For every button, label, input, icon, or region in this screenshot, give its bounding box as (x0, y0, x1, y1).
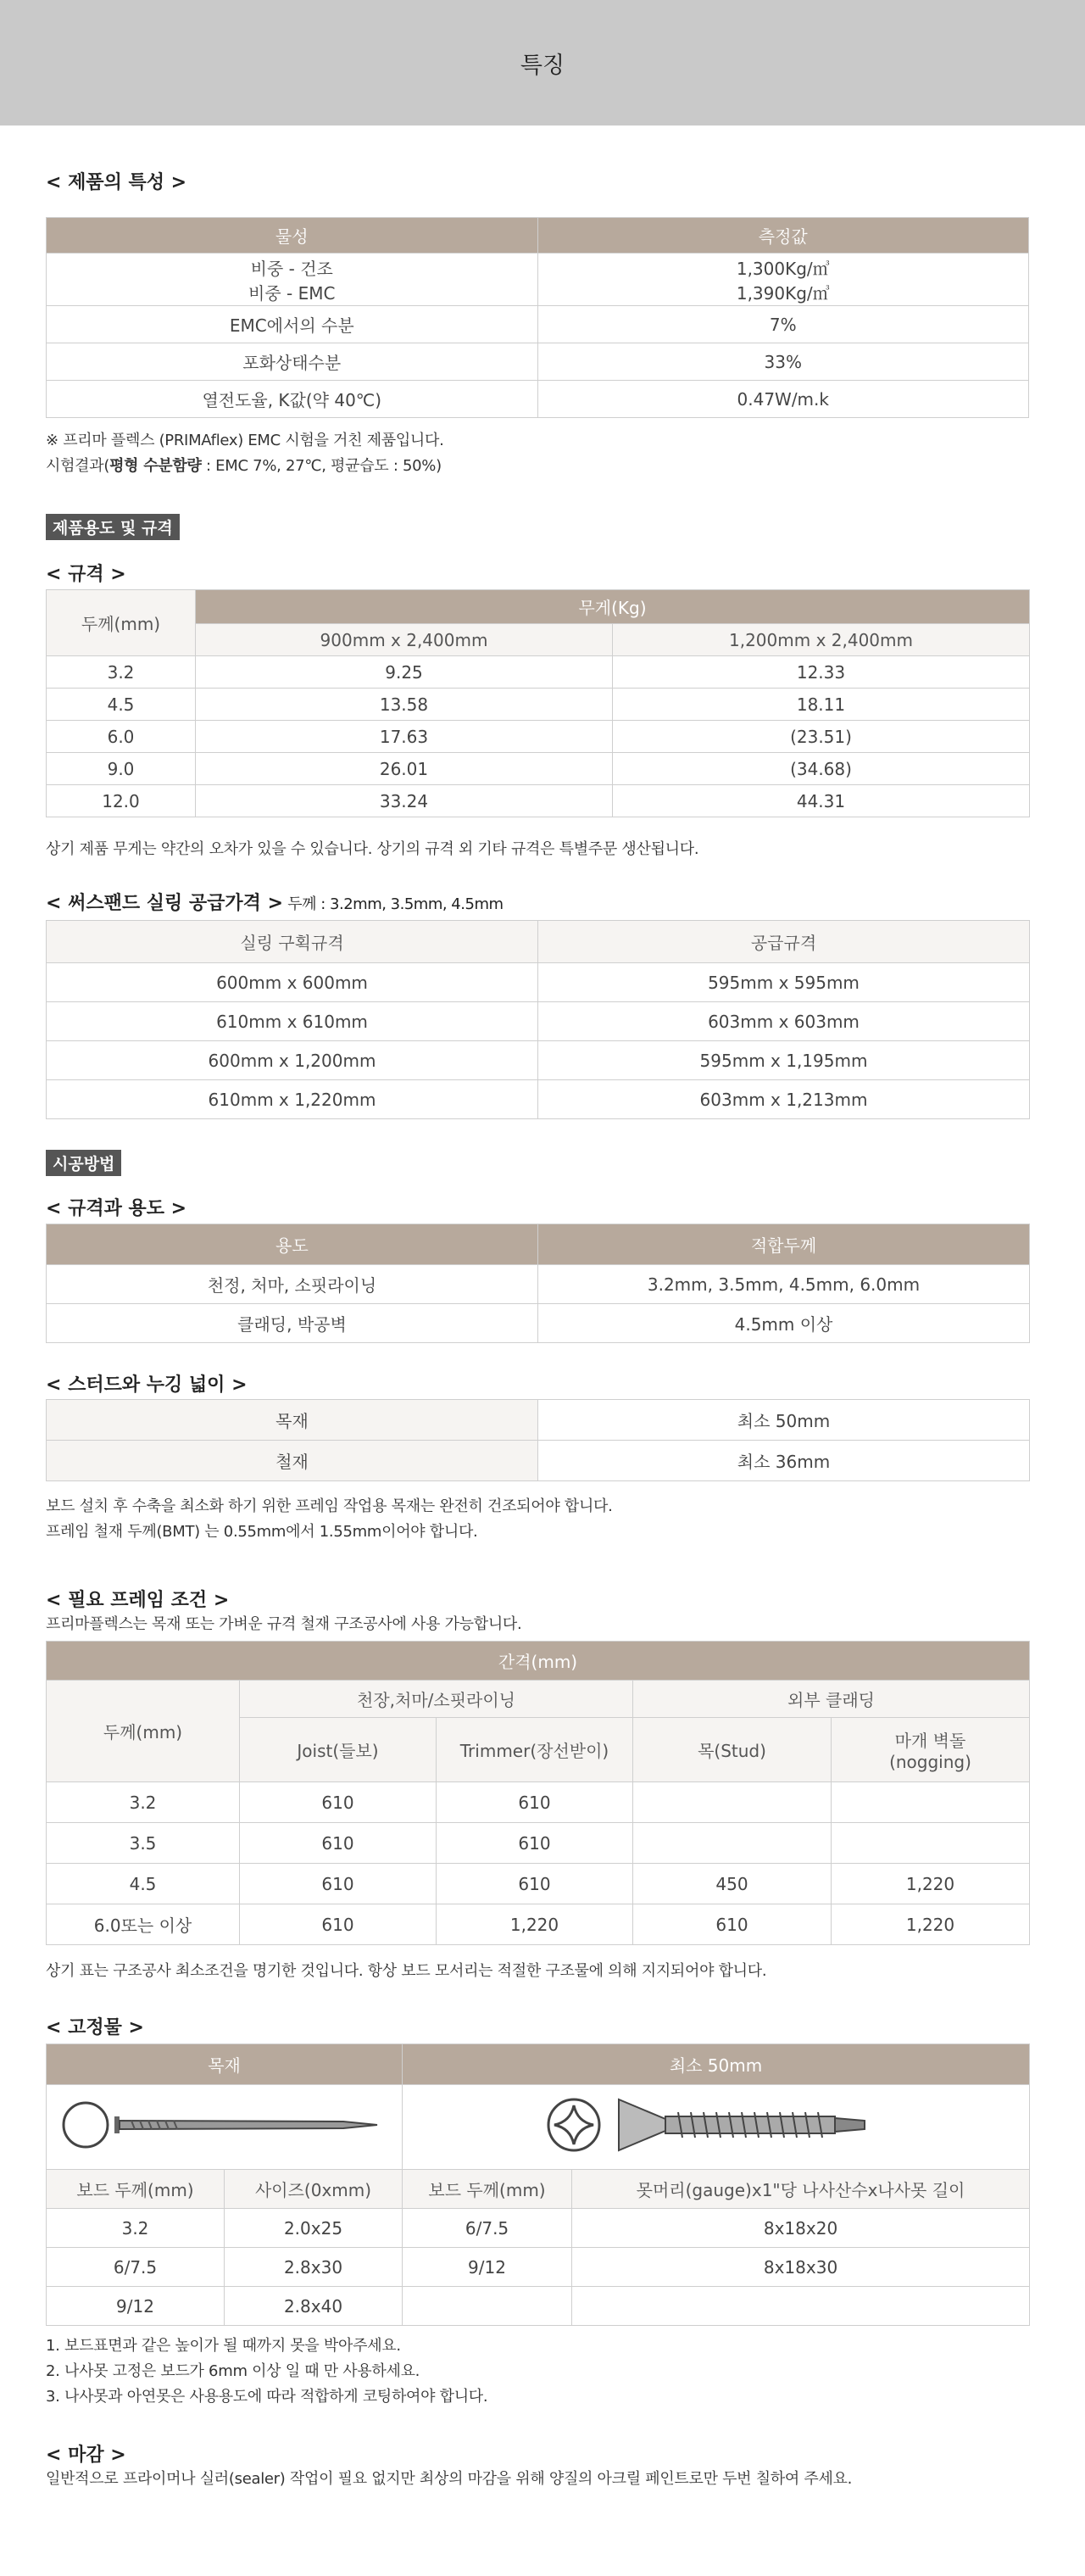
table-header: 보드 두께(mm) (47, 2170, 225, 2209)
table-header: 900mm x 2,400mm (196, 624, 613, 656)
table-row: 클래딩, 박공벽 4.5mm 이상 (47, 1304, 1030, 1343)
table-header: 실링 구획규격 (47, 921, 538, 963)
table-row: 목재 최소 50mm (47, 1400, 1030, 1441)
fixing-table (46, 2044, 1030, 2326)
stud-table-wrap (46, 1399, 1030, 1481)
table-row: 4.5 610 610 450 1,220 (47, 1864, 1030, 1904)
note-text: 보드 설치 후 수축을 최소화 하기 위한 프레임 작업용 목재는 완전히 건조되어야 합니다. (46, 1497, 613, 1515)
table-header: 1,200mm x 2,400mm (613, 624, 1030, 656)
frame-table (46, 1641, 1030, 1945)
table-header: 외부 클래딩 (633, 1681, 1030, 1718)
table-row: 천정, 처마, 소핏라이닝 3.2mm, 3.5mm, 4.5mm, 6.0mm (47, 1265, 1030, 1304)
table-header: 최소 50mm (403, 2044, 1030, 2085)
fixing-notes (46, 2333, 487, 2410)
table-header: 보드 두께(mm) (403, 2170, 572, 2209)
note-text: 1. 보드표면과 같은 높이가 될 때까지 못을 박아주세요. (46, 2337, 401, 2355)
method-table-wrap (46, 1224, 1030, 1343)
properties-notes (46, 428, 444, 479)
table-header: 용도 (47, 1224, 538, 1265)
table-row: 600mm x 600mm 595mm x 595mm (47, 963, 1030, 1002)
section-heading: < 써스팬드 실링 공급가격 > 두께 : 3.2mm, 3.5mm, 4.5mm (46, 893, 504, 914)
table-row: 610mm x 610mm 603mm x 603mm (47, 1002, 1030, 1041)
table-row: 6.0 17.63 (23.51) (47, 721, 1030, 753)
method-table (46, 1224, 1030, 1343)
table-row: 3.2 610 610 (47, 1782, 1030, 1823)
table-row: 4.5 13.58 18.11 (47, 689, 1030, 721)
section-heading: < 스터드와 누깅 넓이 > (46, 1374, 248, 1396)
table-header: Joist(들보) (240, 1718, 437, 1782)
section-tag: 제품용도 및 규격 (46, 514, 180, 540)
frame-heading-wrap (46, 1586, 521, 1637)
frame-table-wrap (46, 1641, 1030, 1945)
table-header: Trimmer(장선받이) (437, 1718, 633, 1782)
table-row: 610mm x 1,220mm 603mm x 1,213mm (47, 1080, 1030, 1119)
ceiling-heading-wrap (46, 889, 504, 915)
note-text: 상기 제품 무게는 약간의 오차가 있을 수 있습니다. 상기의 규격 외 기타 규격은 특별주문 생산됩니다. (46, 840, 699, 858)
table-row (47, 343, 1029, 381)
section-tag: 시공방법 (46, 1150, 121, 1176)
table-header: 적합두께 (538, 1224, 1030, 1265)
table-row: 9.0 26.01 (34.68) (47, 753, 1030, 785)
note-text: 상기 표는 구조공사 최소조건을 명기한 것입니다. 항상 보드 모서리는 적절한 구조물에 의해 지지되어야 합니다. (46, 1962, 767, 1980)
top-title-bar (0, 0, 1085, 125)
spec-table (46, 589, 1030, 817)
table-row: 철재 최소 36mm (47, 1441, 1030, 1481)
usage-tag-wrap (46, 514, 180, 540)
ceiling-table-wrap (46, 920, 1030, 1119)
table-header: 두께(mm) (47, 1681, 240, 1782)
page-title: 특징 (520, 52, 565, 79)
table-header: 간격(mm) (47, 1642, 1030, 1681)
table-row: 3.2 2.0x25 6/7.5 8x18x20 (47, 2209, 1030, 2248)
screw-icon (538, 2095, 894, 2155)
frame-note-wrap (46, 1959, 766, 1984)
table-header: 물성 (47, 218, 538, 254)
ceiling-table (46, 920, 1030, 1119)
stud-table (46, 1399, 1030, 1481)
properties-section (46, 168, 186, 194)
table-row: 6/7.5 2.8x30 9/12 8x18x30 (47, 2248, 1030, 2287)
table-row (47, 381, 1029, 418)
spec-heading-wrap (46, 560, 126, 586)
properties-table-wrap (46, 217, 1029, 418)
table-row: 6.0또는 이상 610 1,220 610 1,220 (47, 1904, 1030, 1945)
spec-note-wrap (46, 837, 698, 862)
table-row: 3.2 9.25 12.33 (47, 656, 1030, 689)
table-cell: EMC에서의 수분 (47, 306, 538, 343)
table-cell: 0.47W/m.k (537, 381, 1029, 418)
table-row (47, 306, 1029, 343)
table-header: 공급규격 (538, 921, 1030, 963)
note-text: 시험결과(평형 수분함량 : EMC 7%, 27℃, 평균습도 : 50%) (46, 457, 442, 475)
table-row: 12.0 33.24 44.31 (47, 785, 1030, 817)
spec-table-wrap (46, 589, 1030, 817)
section-heading: < 규격 > (46, 564, 126, 585)
table-header: 목재 (47, 2044, 403, 2085)
table-header: 두께(mm) (47, 590, 196, 656)
table-row (47, 254, 1029, 306)
note-text: 프레임 철재 두께(BMT) 는 0.55mm에서 1.55mm이어야 합니다. (46, 1523, 478, 1541)
note-text: 프리마플렉스는 목재 또는 가벼운 규격 철재 구조공사에 사용 가능합니다. (46, 1615, 522, 1633)
table-cell: 1,300Kg/㎥ 1,390Kg/㎥ (537, 254, 1029, 306)
table-row: 9/12 2.8x40 (47, 2287, 1030, 2326)
properties-table (46, 217, 1029, 418)
table-row: 3.5 610 610 (47, 1823, 1030, 1864)
fixing-table-wrap (46, 2044, 1030, 2326)
note-text: 일반적으로 프라이머나 실러(sealer) 작업이 필요 없지만 최상의 마감을 위해 양질의 아크릴 페인트로만 두번 칠하여 주세요. (46, 2470, 853, 2488)
method-tag-wrap (46, 1150, 121, 1176)
table-header: 마개 벽돌 (nogging) (832, 1718, 1030, 1782)
section-heading: < 마감 > (46, 2445, 126, 2466)
note-text: 3. 나사못과 아연못은 사용용도에 따라 적합하게 코팅하여야 합니다. (46, 2388, 488, 2406)
nail-icon (55, 2099, 394, 2150)
table-header: 사이즈(0xmm) (225, 2170, 403, 2209)
stud-notes (46, 1494, 613, 1545)
note-text: 2. 나사못 고정은 보드가 6mm 이상 일 때 만 사용하세요. (46, 2362, 420, 2380)
table-cell: 열전도율, K값(약 40℃) (47, 381, 538, 418)
fixing-heading-wrap (46, 2013, 144, 2039)
table-header: 무게(Kg) (196, 590, 1030, 624)
section-heading: < 규격과 용도 > (46, 1198, 187, 1219)
nail-illustration (47, 2085, 403, 2170)
section-heading: < 제품의 특성 > (46, 172, 187, 193)
table-cell: 포화상태수분 (47, 343, 538, 381)
table-header: 못머리(gauge)x1"당 나사산수x나사못 길이 (572, 2170, 1030, 2209)
table-cell: 33% (537, 343, 1029, 381)
note-text: ※ 프리마 플렉스 (PRIMAflex) EMC 시험을 거친 제품입니다. (46, 432, 444, 449)
table-header: 목(Stud) (633, 1718, 832, 1782)
screw-illustration (403, 2085, 1030, 2170)
finish-section (46, 2440, 852, 2492)
table-cell: 7% (537, 306, 1029, 343)
table-row: 600mm x 1,200mm 595mm x 1,195mm (47, 1041, 1030, 1080)
stud-heading-wrap (46, 1370, 248, 1397)
table-header: 천장,처마/소핏라이닝 (240, 1681, 633, 1718)
section-heading: < 필요 프레임 조건 > (46, 1590, 230, 1611)
table-cell: 비중 - 건조 비중 - EMC (47, 254, 538, 306)
method-heading-wrap (46, 1194, 186, 1220)
table-header: 측정값 (537, 218, 1029, 254)
section-heading: < 고정물 > (46, 2017, 144, 2038)
